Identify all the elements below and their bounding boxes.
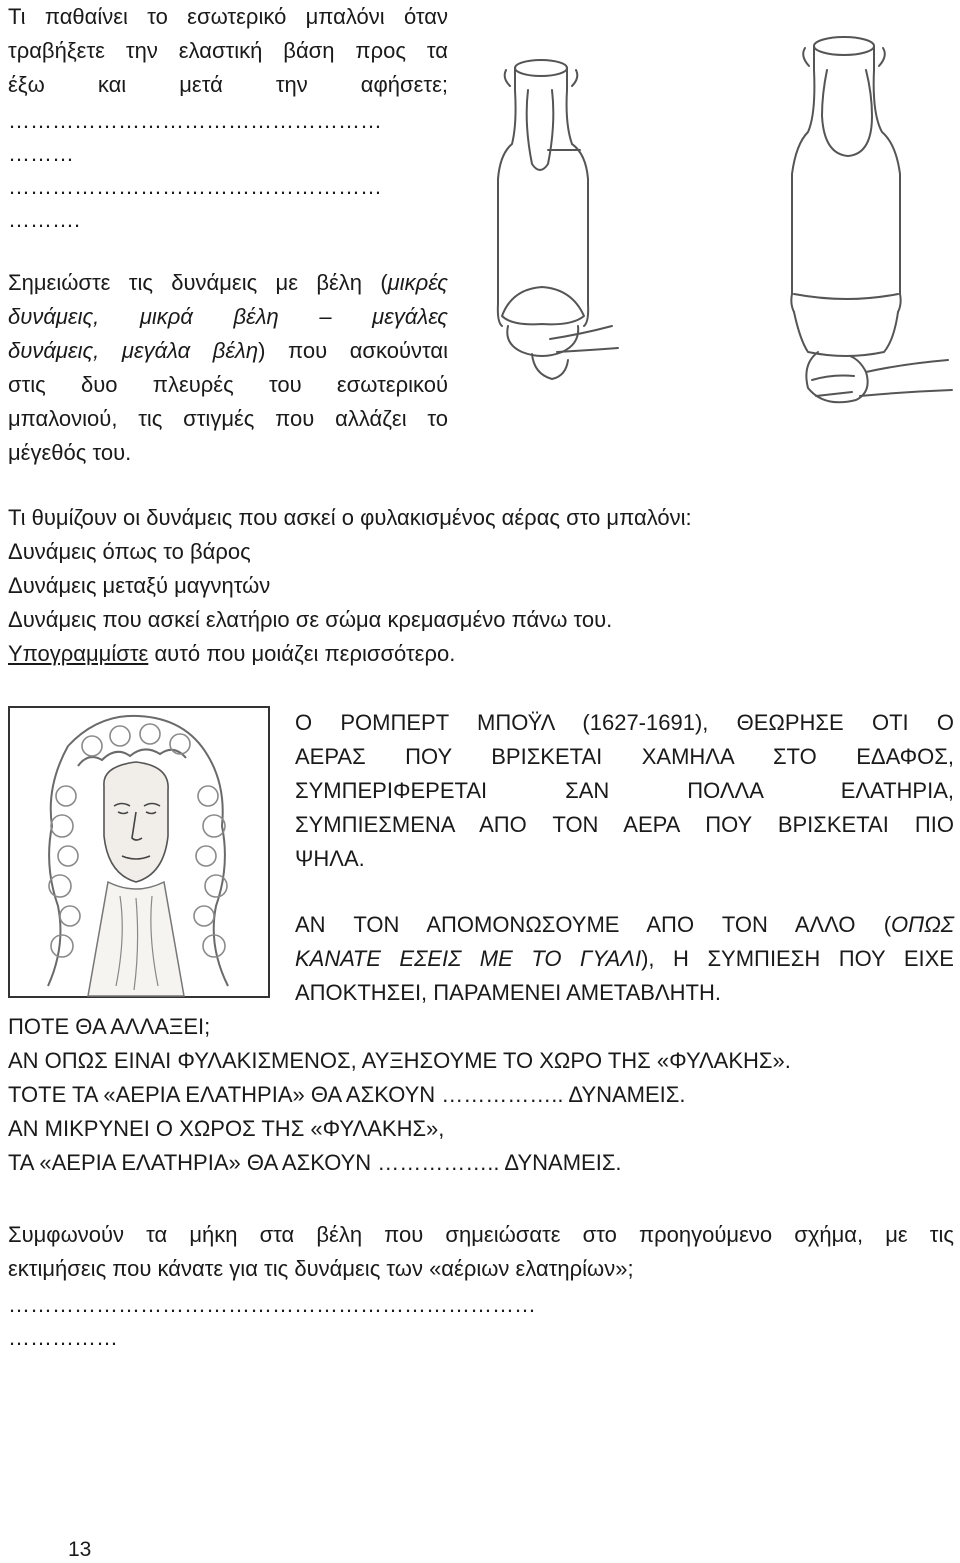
answer-dots-1 — [8, 104, 448, 236]
answer-dots: …………………………………………… — [8, 108, 382, 133]
question-line: Τι θυμίζουν οι δυνάμεις που ασκεί ο φυλακισμένος αέρας στο μπαλόνι: — [8, 505, 692, 530]
instruction-line: Σημειώστε τις δυνάμεις με βέλη (μικρές — [8, 270, 448, 295]
option-weight: Δυνάμεις όπως το βάρος — [8, 539, 251, 564]
boyle-paragraph-2 — [295, 908, 954, 1010]
page-number: 13 — [68, 1538, 92, 1561]
boyle-line: ΑΝ ΤΟΝ ΑΠΟΜΟΝΩΣΟΥΜΕ ΑΠΟ ΤΟΝ ΑΛΛΟ (ΟΠΩΣ — [295, 912, 954, 937]
boyle-line: ΚΑΝΑΤΕ ΕΣΕΙΣ ΜΕ ΤΟ ΓΥΑΛΙ), Η ΣΥΜΠΙΕΣΗ ΠΟΥ ΕΙΧΕ — [295, 946, 954, 971]
option-magnets: Δυνάμεις μεταξύ μαγνητών — [8, 573, 271, 598]
instruction-line: δυνάμεις, μεγάλα βέλη) που ασκούνται — [8, 338, 448, 363]
instruction-line: μέγεθός του. — [8, 440, 132, 465]
underline-instruction: Υπογραμμίστε αυτό που μοιάζει περισσότερο. — [8, 641, 456, 666]
answer-dots: ………. — [8, 207, 81, 232]
when-line: ΤΟΤΕ ΤΑ «ΑΕΡΙΑ ΕΛΑΤΗΡΙΑ» ΘΑ ΑΣΚΟΥΝ …………….. ΔΥΝΑΜΕΙΣ. — [8, 1082, 686, 1107]
answer-dots: ……… — [8, 141, 74, 166]
answer-dots-2 — [8, 1288, 948, 1354]
left-bottle — [498, 60, 618, 379]
instruction-line: μπαλονιού, τις στιγμές που αλλάζει το — [8, 406, 448, 431]
question-balloon-text — [8, 0, 448, 102]
when-change-section — [8, 1010, 948, 1180]
instruction-line: στις δυο πλευρές του εσωτερικού — [8, 372, 448, 397]
robert-boyle-portrait — [8, 706, 270, 998]
boyle-line: ΣΥΜΠΙΕΣΜΕΝΑ ΑΠΟ ΤΟΝ ΑΕΡΑ ΠΟΥ ΒΡΙΣΚΕΤΑΙ ΠΙΟ — [295, 812, 954, 837]
answer-dots: …………… — [8, 1325, 118, 1350]
bottle-balloon-illustration — [462, 4, 956, 430]
answer-dots: …………………………………………… — [8, 174, 382, 199]
forces-comparison-question — [8, 501, 948, 671]
answer-dots: ……………………………………………………………… — [8, 1292, 536, 1317]
question-line: Συμφωνούν τα μήκη στα βέλη που σημειώσατε στο προηγούμενο σχήμα, με τις — [8, 1222, 954, 1247]
question-line: Τι παθαίνει το εσωτερικό μπαλόνι όταν — [8, 4, 448, 29]
arrows-agreement-question — [8, 1218, 954, 1286]
boyle-line: Ο ΡΟΜΠΕΡΤ ΜΠΟΫΛ (1627-1691), ΘΕΩΡΗΣΕ ΟΤΙ Ο — [295, 710, 954, 735]
question-line: τραβήξετε την ελαστική βάση προς τα — [8, 38, 448, 63]
boyle-line: ΑΕΡΑΣ ΠΟΥ ΒΡΙΣΚΕΤΑΙ ΧΑΜΗΛΑ ΣΤΟ ΕΔΑΦΟΣ, — [295, 744, 954, 769]
question-line: έξω και μετά την αφήσετε; — [8, 72, 448, 97]
right-bottle — [791, 37, 952, 402]
boyle-line: ΣΥΜΠΕΡΙΦΕΡΕΤΑΙ ΣΑΝ ΠΟΛΛΑ ΕΛΑΤΗΡΙΑ, — [295, 778, 954, 803]
question-line: εκτιμήσεις που κάνατε για τις δυνάμεις των «αέριων ελατηρίων»; — [8, 1256, 634, 1281]
when-line: ΤΑ «ΑΕΡΙΑ ΕΛΑΤΗΡΙΑ» ΘΑ ΑΣΚΟΥΝ …………….. ΔΥΝΑΜΕΙΣ. — [8, 1150, 622, 1175]
boyle-paragraph-1 — [295, 706, 954, 876]
when-line: ΑΝ ΟΠΩΣ ΕΙΝΑΙ ΦΥΛΑΚΙΣΜΕΝΟΣ, ΑΥΞΗΣΟΥΜΕ ΤΟ ΧΩΡΟ ΤΗΣ «ΦΥΛΑΚΗΣ». — [8, 1048, 791, 1073]
boyle-line: ΑΠΟΚΤΗΣΕΙ, ΠΑΡΑΜΕΝΕΙ ΑΜΕΤΑΒΛΗΤΗ. — [295, 980, 721, 1005]
instruction-line: δυνάμεις, μικρά βέλη – μεγάλες — [8, 304, 448, 329]
boyle-line: ΨΗΛΑ. — [295, 846, 365, 871]
when-line: ΑΝ ΜΙΚΡΥΝΕΙ Ο ΧΩΡΟΣ ΤΗΣ «ΦΥΛΑΚΗΣ», — [8, 1116, 445, 1141]
when-line: ΠΟΤΕ ΘΑ ΑΛΛΑΞΕΙ; — [8, 1014, 211, 1039]
instruction-forces-text — [8, 266, 448, 470]
option-spring: Δυνάμεις που ασκεί ελατήριο σε σώμα κρεμασμένο πάνω του. — [8, 607, 613, 632]
